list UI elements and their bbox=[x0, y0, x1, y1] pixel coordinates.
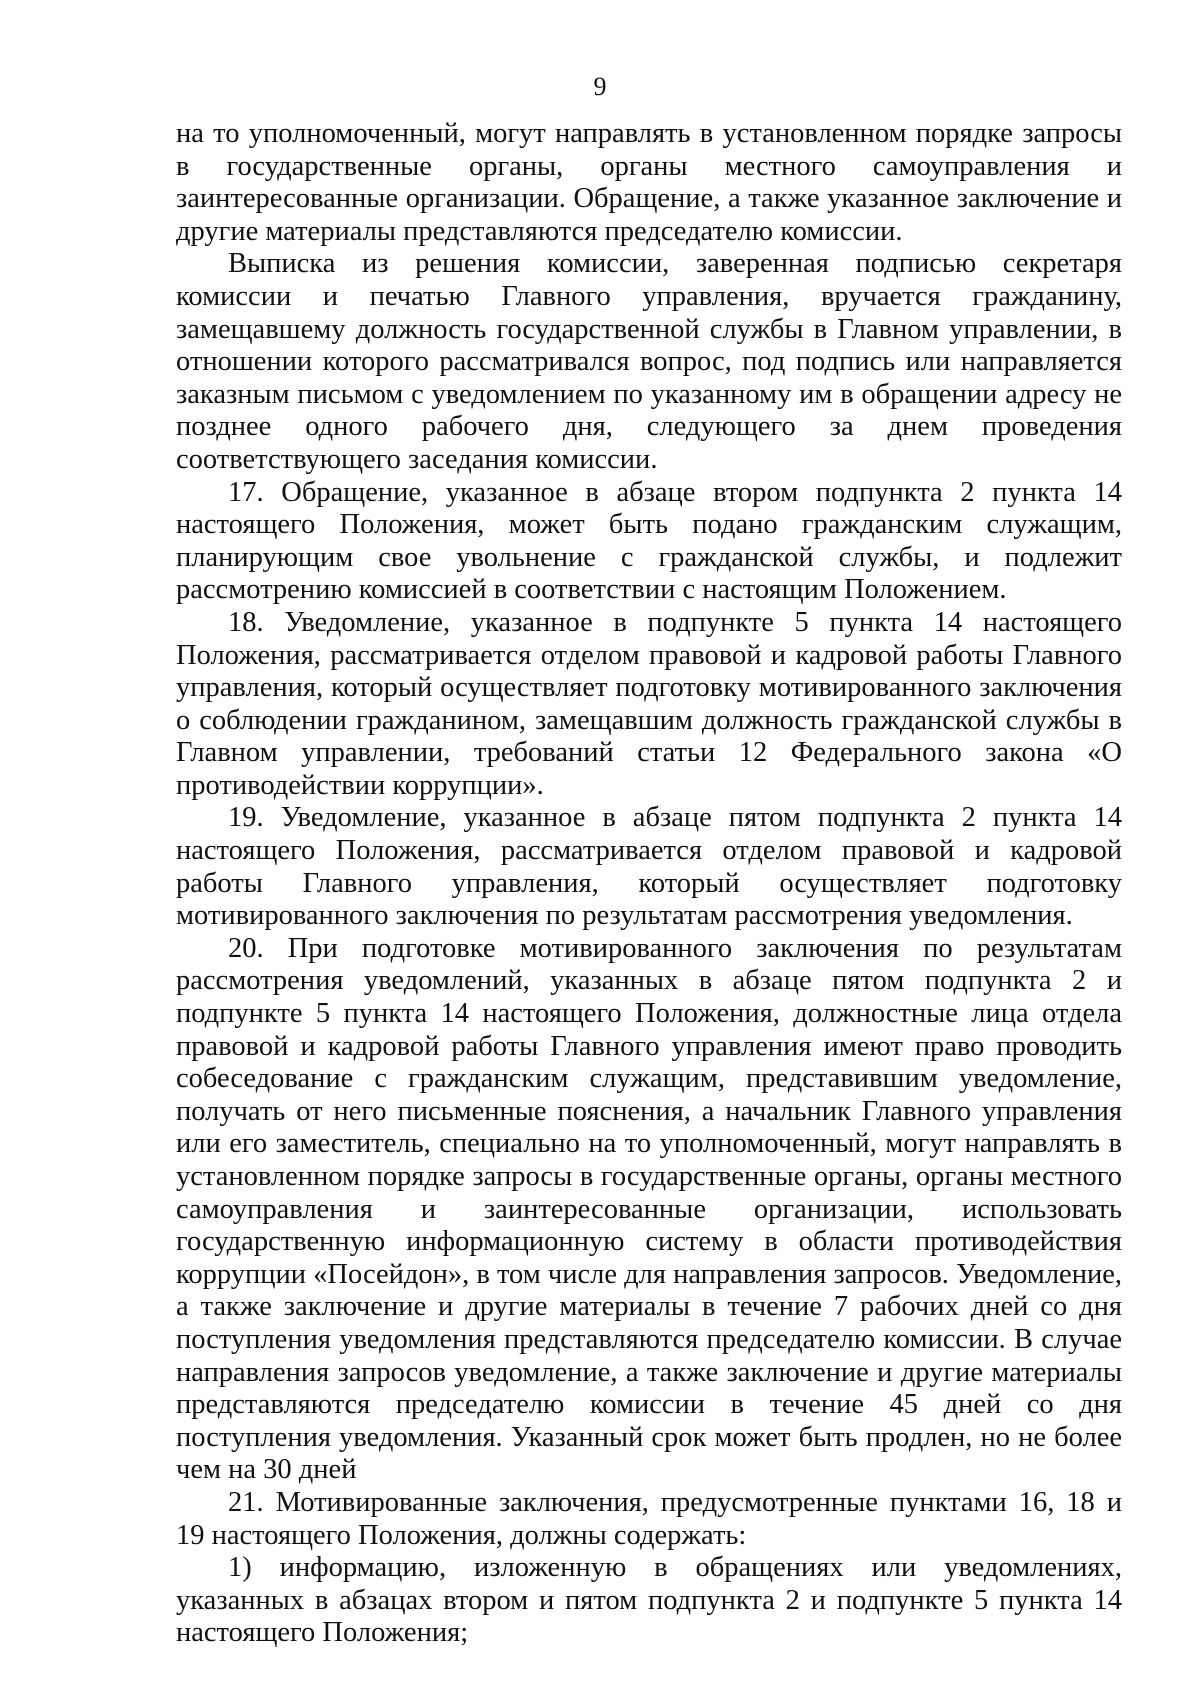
paragraph-18: 18. Уведомление, указанное в подпункте 5 пункта 14 настоящего Положения, рассматривается отделом правовой и кадровой работы Главного управления, который осуществляет подготовку мотивированного заключения о соблюдении гражданином, замещавшим должность гражданской службы в Главном управлении, требований статьи 12 Федерального закона «О противодействии коррупции». bbox=[176, 606, 1122, 801]
paragraph-20: 20. При подготовке мотивированного заключения по результатам рассмотрения уведомлений, указанных в абзаце пятом подпункта 2 и подпункте 5 пункта 14 настоящего Положения, должностные лица отдела правовой и кадровой работы Главного управления имеют право проводить собеседование с гражданским служащим, представившим уведомление, получать от него письменные пояснения, а начальник Главного управления или его заместитель, специально на то уполномоченный, могут направлять в установленном порядке запросы в государственные органы, органы местного самоуправления и заинтересованные организации, использовать государственную информационную систему в области противодействия коррупции «Посейдон», в том числе для направления запросов. Уведомление, а также заключение и другие материалы в течение 7 рабочих дней со дня поступления уведомления представляются председателю комиссии. В случае направления запросов уведомление, а также заключение и другие материалы представляются председателю комиссии в течение 45 дней со дня поступления уведомления. Указанный срок может быть продлен, но не более чем на 30 дней bbox=[176, 932, 1122, 1486]
page-number: 9 bbox=[593, 72, 607, 101]
paragraph-21: 21. Мотивированные заключения, предусмотренные пунктами 16, 18 и 19 настоящего Положения, должны содержать: bbox=[176, 1486, 1122, 1551]
paragraph-continuation: на то уполномоченный, могут направлять в установленном порядке запросы в государственные органы, органы местного самоуправления и заинтересованные организации. Обращение, а также указанное заключение и другие материалы представляются председателю комиссии. bbox=[176, 118, 1122, 247]
paragraph-17: 17. Обращение, указанное в абзаце втором подпункта 2 пункта 14 настоящего Положения, может быть подано гражданским служащим, планирующим свое увольнение с гражданской службы, и подлежит рассмотрению комиссией в соответствии с настоящим Положением. bbox=[176, 476, 1122, 606]
document-body bbox=[176, 118, 1122, 1650]
paragraph-extract: Выписка из решения комиссии, заверенная подписью секретаря комиссии и печатью Главного управления, вручается гражданину, замещавшему должность государственной службы в Главном управлении, в отношении которого рассматривался вопрос, под подпись или направляется заказным письмом с уведомлением по указанному им в обращении адресу не позднее одного рабочего дня, следующего за днем проведения соответствующего заседания комиссии. bbox=[176, 248, 1122, 475]
paragraph-19: 19. Уведомление, указанное в абзаце пятом подпункта 2 пункта 14 настоящего Положения, рассматривается отделом правовой и кадровой работы Главного управления, который осуществляет подготовку мотивированного заключения по результатам рассмотрения уведомления. bbox=[176, 802, 1122, 932]
paragraph-21-item-1: 1) информацию, изложенную в обращениях или уведомлениях, указанных в абзацах втором и пятом подпункта 2 и подпункте 5 пункта 14 настоящего Положения; bbox=[176, 1552, 1122, 1649]
